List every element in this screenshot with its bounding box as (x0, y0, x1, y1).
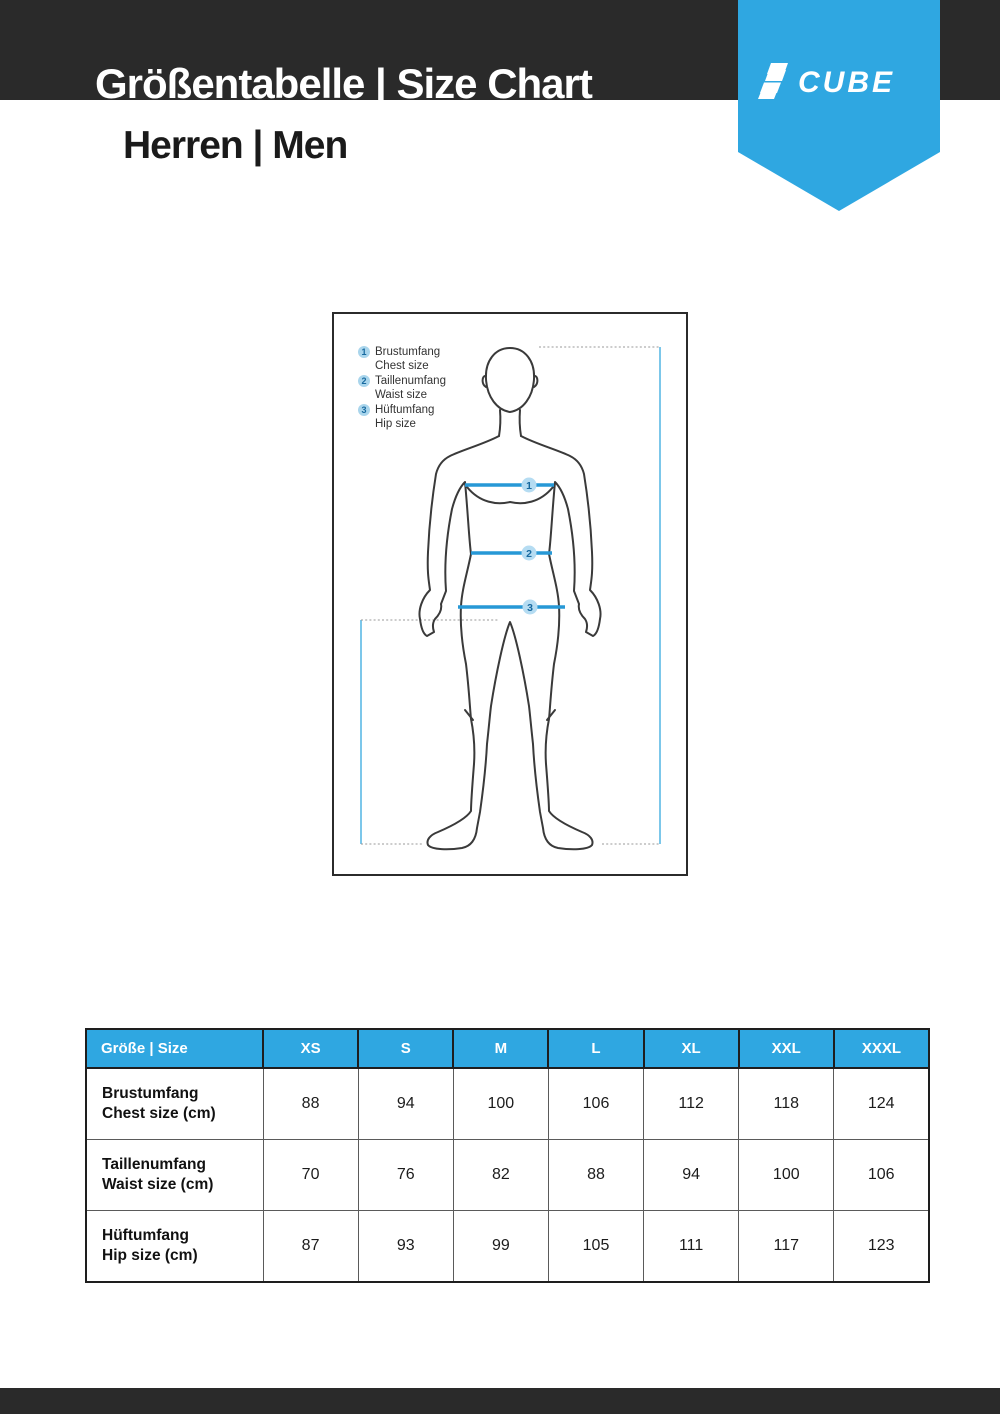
cube-logo-icon (758, 62, 792, 100)
table-row-waist (86, 1140, 929, 1211)
legend-badge-2: 2 (358, 375, 370, 387)
chest-xxl: 118 (739, 1068, 834, 1140)
legend-item-chest (358, 345, 446, 373)
col-header-l: L (548, 1029, 643, 1068)
legend-hip-de: Hüftumfang (375, 404, 435, 416)
waist-xxl: 100 (739, 1140, 834, 1211)
legend-item-waist (358, 374, 446, 402)
waist-s: 76 (358, 1140, 453, 1211)
chest-marker-number: 1 (526, 479, 532, 492)
measurement-diagram (332, 312, 688, 876)
hip-xxl: 117 (739, 1211, 834, 1283)
chest-xxxl: 124 (834, 1068, 929, 1140)
row-label-waist (86, 1140, 263, 1211)
chest-l: 106 (548, 1068, 643, 1140)
legend-chest-en: Chest size (375, 360, 429, 372)
legend-hip-en: Hip size (375, 418, 416, 430)
body-outline (419, 348, 600, 849)
col-header-xxxl: XXXL (834, 1029, 929, 1068)
legend-chest-de: Brustumfang (375, 346, 441, 358)
col-header-s: S (358, 1029, 453, 1068)
page-subtitle: Herren | Men (123, 124, 348, 167)
footer-bar (0, 1388, 1000, 1414)
waist-xxxl: 106 (834, 1140, 929, 1211)
legend-waist-de: Taillenumfang (375, 375, 446, 387)
hip-xs: 87 (263, 1211, 358, 1283)
row-label-chest-en: Chest size (cm) (102, 1105, 216, 1122)
col-header-xxl: XXL (739, 1029, 834, 1068)
row-label-chest (86, 1068, 263, 1140)
waist-marker-number: 2 (526, 547, 532, 560)
hip-s: 93 (358, 1211, 453, 1283)
cube-logo-text: CUBE (798, 66, 896, 99)
hip-m: 99 (453, 1211, 548, 1283)
col-header-xs: XS (263, 1029, 358, 1068)
hip-xl: 111 (644, 1211, 739, 1283)
col-header-xl: XL (644, 1029, 739, 1068)
legend-item-hip (358, 403, 446, 431)
waist-xs: 70 (263, 1140, 358, 1211)
legend-badge-1: 1 (358, 346, 370, 358)
size-table-header-row (86, 1029, 929, 1068)
legend-text-chest (375, 345, 440, 373)
chest-s: 94 (358, 1068, 453, 1140)
row-label-chest-de: Brustumfang (102, 1085, 199, 1102)
size-table (85, 1028, 930, 1283)
legend-waist-en: Waist size (375, 389, 427, 401)
legend-badge-3: 3 (358, 404, 370, 416)
legend-text-waist (375, 374, 446, 402)
hip-marker-number: 3 (527, 601, 533, 614)
measure-markers (522, 478, 538, 615)
col-header-m: M (453, 1029, 548, 1068)
row-label-hip-de: Hüftumfang (102, 1227, 189, 1244)
table-row-hip (86, 1211, 929, 1283)
chest-xl: 112 (644, 1068, 739, 1140)
chest-xs: 88 (263, 1068, 358, 1140)
row-label-hip-en: Hip size (cm) (102, 1247, 198, 1264)
ribbon-shape (738, 0, 940, 211)
hip-xxxl: 123 (834, 1211, 929, 1283)
row-label-hip (86, 1211, 263, 1283)
col-header-size: Größe | Size (86, 1029, 263, 1068)
waist-m: 82 (453, 1140, 548, 1211)
page-title: Größentabelle | Size Chart (95, 60, 592, 107)
chest-m: 100 (453, 1068, 548, 1140)
measurement-legend (358, 345, 446, 432)
hip-l: 105 (548, 1211, 643, 1283)
row-label-waist-de: Taillenumfang (102, 1156, 206, 1173)
row-label-waist-en: Waist size (cm) (102, 1176, 214, 1193)
waist-l: 88 (548, 1140, 643, 1211)
table-row-chest (86, 1068, 929, 1140)
waist-xl: 94 (644, 1140, 739, 1211)
brand-ribbon (738, 0, 940, 211)
legend-text-hip (375, 403, 434, 431)
